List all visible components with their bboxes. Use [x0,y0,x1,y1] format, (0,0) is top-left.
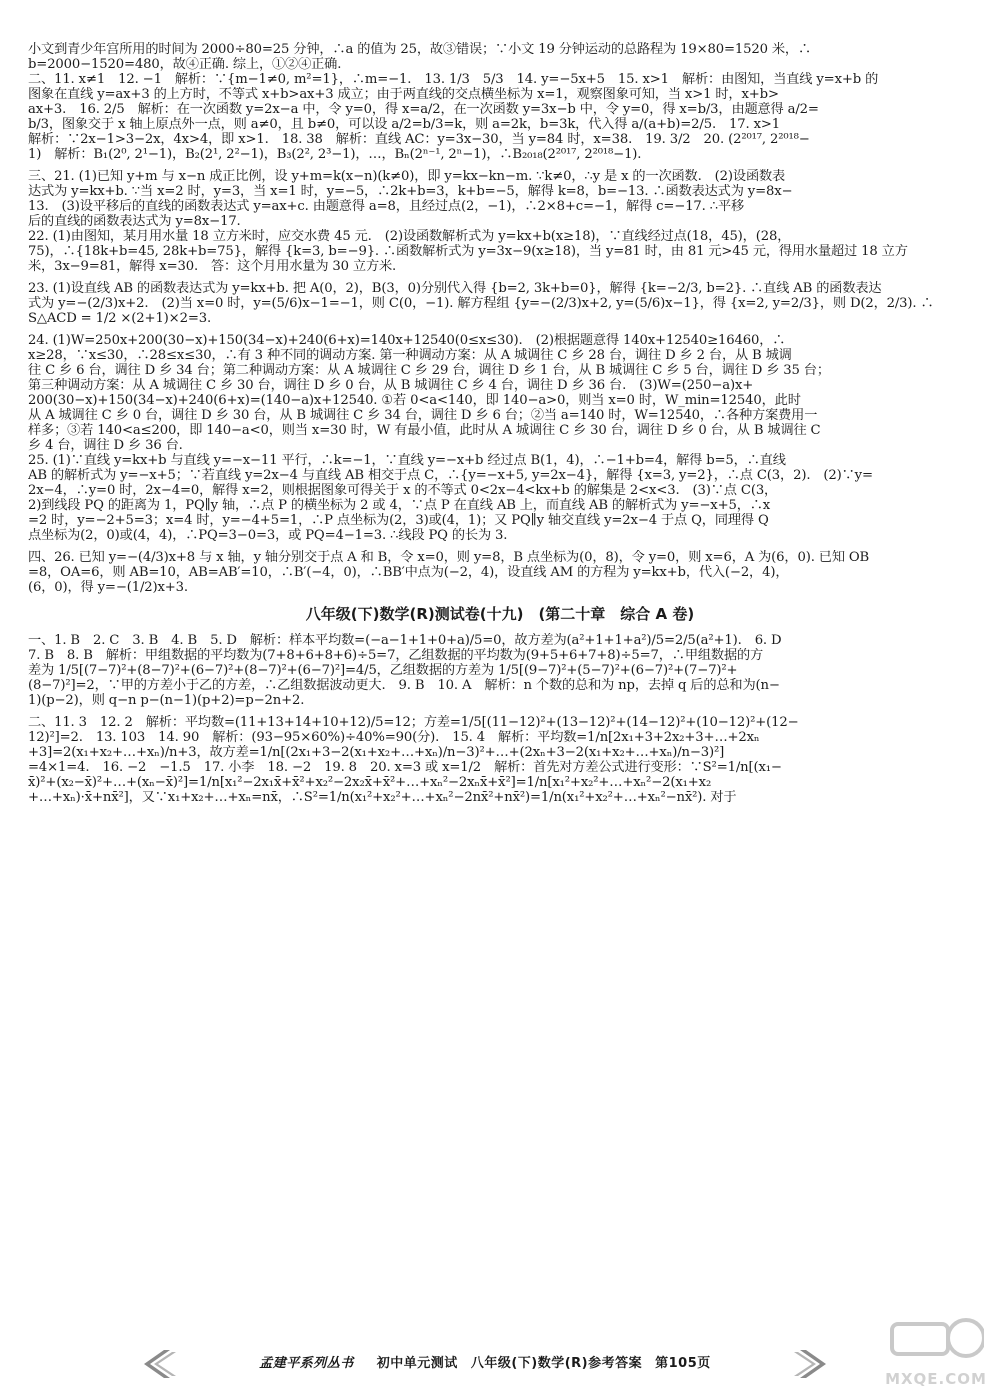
chevron-right-icon [792,1346,830,1382]
answer-block-1 [28,42,972,162]
answer-line: 7. B 8. B 解析：甲组数据的平均数为(7+8+6+8+6)÷5=7，乙组数据的平均数为(9+5+6+7+8)÷5=7，∴甲组数据的方 [28,648,764,663]
answer-line: 25. (1)∵直线 y=kx+b 与直线 y=−x−11 平行，∴k=−1，∵直线 y=−x+b 经过点 B(1，4)，∴−1+b=4，解得 b=5，∴直线 [28,453,786,468]
answer-line: 200(30−x)+150(34−x)+240(6+x)=(140−a)x+12540. ①若 0<a<140，即 140−a>0，则当 x=0 时，W_min=12540，此时 [28,393,801,408]
footer-page-number: 第105页 [655,1356,711,1371]
answer-line: 75)，∴{18k+b=45, 28k+b=75}，解得 {k=3, b=−9}. ∴函数解析式为 y=3x−9(x≥18)，当 y=81 时，由 81 元>45 元，得用水量超过 18 立方 [28,244,908,259]
chevron-left-icon [140,1346,178,1382]
answer-line: 样多；③若 140<a≤200，即 140−a<0，则当 x=30 时，W 有最小值，此时从 A 城调往 C 乡 30 台，调往 D 乡 0 台，从 B 城调往 C [28,423,821,438]
answer-line: +…+xₙ)·x̄+nx̄²]，又∵x₁+x₂+…+xₙ=nx̄，∴S²=1/n(x₁²+x₂²+…+xₙ²−2nx̄²+nx̄²)=1/n(x₁²+x₂²+…+xₙ²−nx̄²). 对于 [28,790,737,805]
answer-line: (6，0)，得 y=−(1/2)x+3. [28,580,188,595]
footer-text [180,1352,790,1371]
answer-line: =4×1=4. 16. −2 −1.5 17. 小李 18. −2 19. 8 20. x=3 或 x=1/2 解析：首先对方差公式进行变形：∵S²=1/n[(x₁− [28,760,782,775]
answer-line: 点坐标为(2，0)或(4，4)，∴PQ=3−0=3，或 PQ=4−1=3. ∴线段 PQ 的长为 3. [28,528,508,543]
answer-page [28,42,972,805]
answer-line: b/3，图象交于 x 轴上原点外一点，则 a≠0，且 b≠0，可以设 a/2=b/3=k，则 a=2k，b=3k，代入得 a/(a+b)=2/5. 17. x>1 [28,117,781,132]
footer-series: 初中单元测试 [376,1356,458,1371]
answer-line: x≥28，∵x≤30，∴28≤x≤30，∴有 3 种不同的调动方案. 第一种调动方案：从 A 城调往 C 乡 28 台，调往 D 乡 2 台，从 B 城调 [28,348,792,363]
answer-line: (8−7)²]=2，∵甲的方差小于乙的方差，∴乙组数据波动更大. 9. B 10. A 解析：n 个数的总和为 np，去掉 q 后的总和为(n− [28,678,780,693]
footer-brand: 孟建平系列丛书 [259,1356,354,1371]
answer-line: ax+3. 16. 2/5 解析：在一次函数 y=2x−a 中，令 y=0，得 x=a/2，在一次函数 y=3x−b 中，令 y=0，得 x=b/3，由题意得 a/2= [28,102,819,117]
answer-line: 米，3x−9=81，解得 x=30. 答：这个月用水量为 30 立方米. [28,259,397,274]
answer-line: x̄)²+(x₂−x̄)²+…+(xₙ−x̄)²]=1/n[x₁²−2x₁x̄+x̄²+x₂²−2x₂x̄+x̄²+…+xₙ²−2xₙx̄+x̄²]=1/n[x₁²+x₂²+…+xₙ²−2(x₁+x₂ [28,775,712,790]
answer-line: 二、11. 3 12. 2 解析：平均数=(11+13+14+10+12)/5=12；方差=1/5[(11−12)²+(13−12)²+(14−12)²+(10−12)²+(12− [28,715,799,730]
answer-line: 差为 1/5[(7−7)²+(8−7)²+(6−7)²+(8−7)²+(6−7)²]=4/5，乙组数据的方差为 1/5[(9−7)²+(5−7)²+(6−7)²+(7−7)²+ [28,663,738,678]
footer-subject: 八年级(下)数学(R)参考答案 [470,1356,643,1371]
answer-line: 后的直线的函数表达式为 y=8x−17. [28,214,241,229]
answer-line: 第三种调动方案：从 A 城调往 C 乡 30 台，调往 D 乡 0 台，从 B 城调往 C 乡 4 台，调往 D 乡 36 台. (3)W=(250−a)x+ [28,378,754,393]
answer-line: 图象在直线 y=ax+3 的上方时，不等式 x+b>ax+3 成立；由于两直线的交点横坐标为 x=1，观察图象可知，当 x>1 时，x+b> [28,87,779,102]
section-title: 八年级(下)数学(R)测试卷(十九) (第二十章 综合 A 卷) [305,605,695,623]
answer-line: 24. (1)W=250x+200(30−x)+150(34−x)+240(6+x)=140x+12540(0≤x≤30). (2)根据题意得 140x+12540≥16460，∴ [28,333,786,348]
answer-line: 12)²]=2. 13. 103 14. 90 解析：(93−95×60%)÷40%=90(分). 15. 4 解析：平均数=1/n[2x₁+3+2x₂+3+…+2xₙ [28,730,760,745]
answer-line: 四、26. 已知 y=−(4/3)x+8 与 x 轴，y 轴分别交于点 A 和 B，令 x=0，则 y=8，B 点坐标为(0，8)，令 y=0，则 x=6，A 为(6，0). 已知 OB [28,550,870,565]
answer-block-2 [28,169,972,274]
answer-line: 2x−4，∴y=0 时，2x−4=0，解得 x=2，则根据图象可得关于 x 的不等式 0<2x−4<kx+b 的解集是 2<x<3. (3)∵点 C(3， [28,483,778,498]
answer-line: 式为 y=−(2/3)x+2. (2)当 x=0 时，y=(5/6)x−1=−1，则 C(0，−1). 解方程组 {y=−(2/3)x+2, y=(5/6)x−1}，得 {x=2, y=2/3}，则 D(2，2/3). ∴ [28,296,934,311]
answer-line: 乡 4 台，调往 D 乡 36 台. [28,438,183,453]
answer-line: =2 时，y=−2+5=3；x=4 时，y=−4+5=1，∴P 点坐标为(2，3)或(4，1)；又 PQ∥y 轴交直线 y=2x−4 于点 Q，同理得 Q [28,513,769,528]
answer-block-5 [28,550,972,595]
answer-line: AB 的解析式为 y=−x+5；∵若直线 y=2x−4 与直线 AB 相交于点 C，∴{y=−x+5, y=2x−4}，解得 {x=3, y=2}，∴点 C(3，2). (2)∵y= [28,468,873,483]
answer-line: b=2000−1520=480，故④正确. 综上，①②④正确. [28,57,342,72]
answer-line: 从 A 城调往 C 乡 0 台，调往 D 乡 30 台，从 B 城调往 C 乡 34 台，调往 D 乡 6 台；②当 a=140 时，W=12540，∴各种方案费用一 [28,408,818,423]
answer-line: S△ACD = 1/2 ×(2+1)×2=3. [28,311,212,326]
answer-line: 一、1. B 2. C 3. B 4. B 5. D 解析：样本平均数=(−a−1+1+0+a)/5=0，故方差为(a²+1+1+a²)/5=2/5(a²+1). 6. D [28,633,782,648]
answer-line: 23. (1)设直线 AB 的函数表达式为 y=kx+b. 把 A(0，2)，B(3，0)分别代入得 {b=2, 3k+b=0}，解得 {k=−2/3, b=2}. ∴直线 AB 的函数表达 [28,281,882,296]
answer-block-4 [28,333,972,543]
answer-block-3 [28,281,972,326]
answer-line: 达式为 y=kx+b. ∵当 x=2 时，y=3，当 x=1 时，y=−5，∴2k+b=3，k+b=−5，解得 k=8，b=−13. ∴函数表达式为 y=8x− [28,184,793,199]
answer-block-6 [28,633,972,708]
answer-line: =8，OA=6，则 AB=10，AB=AB′=10，∴B′(−4，0)，∴BB′中点为(−2，4)，设直线 AM 的方程为 y=kx+b，代入(−2，4)， [28,565,789,580]
answer-line: 2)到线段 PQ 的距离为 1，PQ∥y 轴，∴点 P 的横坐标为 2 或 4，∵点 P 在直线 AB 上，而直线 AB 的解析式为 y=−x+5，∴x [28,498,771,513]
answer-line: 22. (1)由图知，某月用水量 18 立方米时，应交水费 45 元. (2)设函数解析式为 y=kx+b(x≥18)，∵直线经过点(18，45)，(28， [28,229,791,244]
answer-line: 三、21. (1)已知 y+m 与 x−n 成正比例，设 y+m=k(x−n)(k≠0)，即 y=kx−kn−m. ∵k≠0，∴y 是 x 的一次函数. (2)设函数表 [28,169,786,184]
answer-line: 小文到青少年宫所用的时间为 2000÷80=25 分钟，∴a 的值为 25，故③错误；∵小文 19 分钟运动的总路程为 19×80=1520 米，∴ [28,42,811,57]
watermark-text: MXQE.COM [885,1370,987,1388]
watermark [880,1308,992,1388]
answer-line: 1)(p−2)，则 q−n p−(n−1)(p+2)=p−2n+2. [28,693,305,708]
answer-line: 往 C 乡 6 台，调往 D 乡 34 台；第二种调动方案：从 A 城调往 C 乡 29 台，调往 D 乡 1 台，从 B 城调往 C 乡 5 台，调往 D 乡 35 台； [28,363,830,378]
answer-line: 1) 解析：B₁(2⁰, 2¹−1)，B₂(2¹, 2²−1)，B₃(2², 2³−1)，…，Bₙ(2ⁿ⁻¹, 2ⁿ−1)，∴B₂₀₁₈(2²⁰¹⁷, 2²⁰¹⁸−1). [28,147,642,162]
answer-line: 13. (3)设平移后的直线的函数表达式 y=ax+c. 由题意得 a=8，且经过点(2，−1)，∴2×8+c=−1，解得 c=−17. ∴平移 [28,199,745,214]
answer-line: 二、11. x≠1 12. −1 解析：∵{m−1≠0, m²=1}，∴m=−1. 13. 1/3 5/3 14. y=−5x+5 15. x>1 解析：由图知，当直线 y=x+b 的 [28,72,879,87]
answer-block-7 [28,715,972,805]
answer-line: +3]=2(x₁+x₂+…+xₙ)/n+3，故方差=1/n[(2x₁+3−2(x₁+x₂+…+xₙ)/n−3)²+…+(2xₙ+3−2(x₁+x₂+…+xₙ)/n−3)²] [28,745,725,760]
answer-line: 解析：∵2x−1>3−2x，4x>4，即 x>1. 18. 38 解析：直线 AC：y=3x−30，当 y=84 时，x=38. 19. 3/2 20. (2²⁰¹⁷, 2²⁰¹⁸− [28,132,810,147]
page-footer [140,1346,860,1382]
watermark-logo-icon [888,1312,984,1366]
